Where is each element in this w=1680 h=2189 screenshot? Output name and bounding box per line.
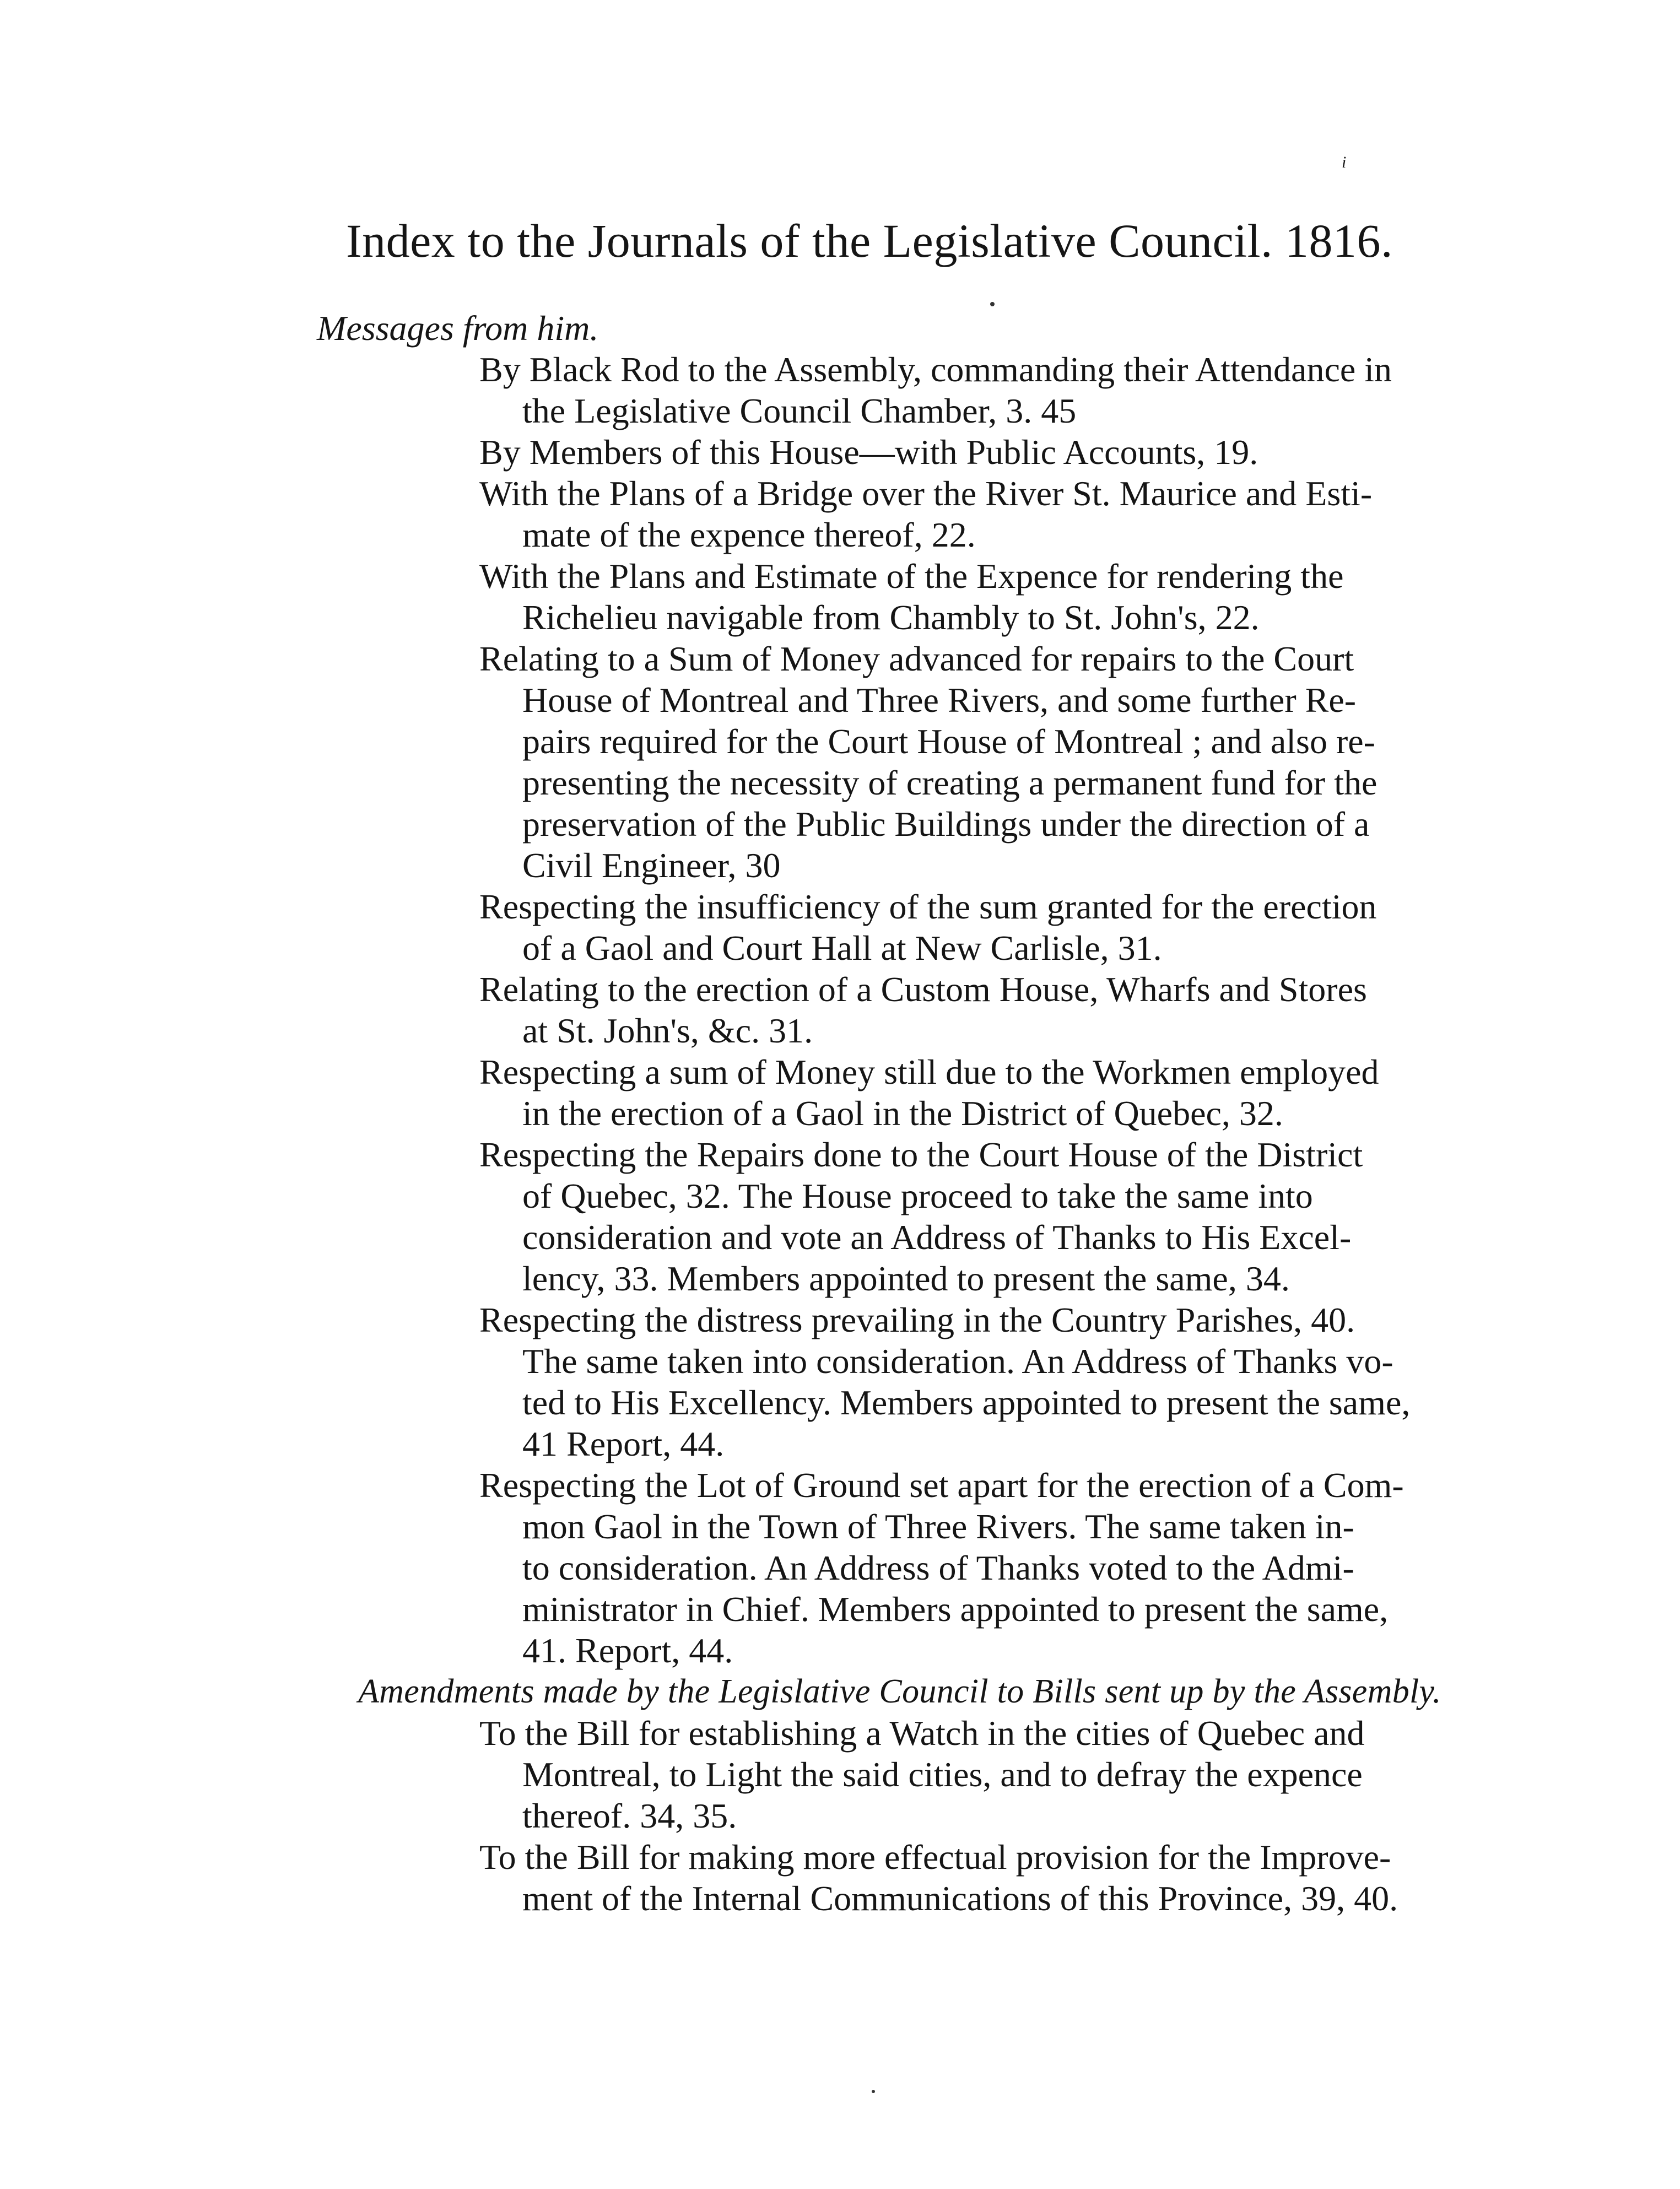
index-entry bbox=[479, 1712, 1501, 1836]
entry-line: By Members of this House—with Public Accounts, 19. bbox=[479, 433, 1258, 472]
index-entry bbox=[479, 473, 1501, 555]
entry-line: House of Montreal and Three Rivers, and some further Re- bbox=[522, 680, 1357, 720]
entry-line: pairs required for the Court House of Montreal ; and also re- bbox=[522, 722, 1375, 761]
index-entry bbox=[479, 969, 1501, 1051]
entry-line: By Black Rod to the Assembly, commanding their Attendance in bbox=[479, 350, 1392, 389]
entry-line: ted to His Excellency. Members appointed to present the same, bbox=[522, 1383, 1411, 1422]
entry-line: Relating to the erection of a Custom House, Wharfs and Stores bbox=[479, 970, 1367, 1009]
entry-line: the Legislative Council Chamber, 3. 45 bbox=[522, 391, 1077, 430]
index-entry bbox=[479, 349, 1501, 431]
entry-line: ment of the Internal Communications of this Province, 39, 40. bbox=[522, 1879, 1398, 1918]
entry-line: ministrator in Chief. Members appointed to present the same, bbox=[522, 1590, 1389, 1629]
entry-line: Respecting the insufficiency of the sum granted for the erection bbox=[479, 887, 1377, 926]
entry-line: To the Bill for making more effectual provision for the Improve- bbox=[479, 1837, 1391, 1877]
ink-speck bbox=[990, 302, 995, 306]
entry-line: in the erection of a Gaol in the District of Quebec, 32. bbox=[522, 1094, 1283, 1133]
entry-line: mate of the expence thereof, 22. bbox=[522, 515, 976, 554]
page-folio: i bbox=[1342, 153, 1347, 171]
entry-line: presenting the necessity of creating a permanent fund for the bbox=[522, 763, 1378, 802]
index-entry bbox=[479, 1464, 1501, 1671]
entry-line: 41. Report, 44. bbox=[522, 1631, 733, 1670]
index-entry bbox=[479, 1299, 1501, 1464]
entry-line: With the Plans of a Bridge over the River St. Maurice and Esti- bbox=[479, 474, 1373, 513]
section-heading-amendments: Amendments made by the Legislative Council to Bills sent up by the Assembly. bbox=[358, 1673, 1441, 1710]
entry-line: of a Gaol and Court Hall at New Carlisle, 31. bbox=[522, 928, 1162, 968]
entry-line: preservation of the Public Buildings under the direction of a bbox=[522, 804, 1370, 844]
index-entry bbox=[479, 431, 1501, 473]
entry-line: consideration and vote an Address of Thanks to His Excel- bbox=[522, 1218, 1352, 1257]
page-title: Index to the Journals of the Legislative Council. 1816. bbox=[346, 214, 1393, 267]
entries-messages bbox=[317, 349, 1501, 1671]
entry-line: mon Gaol in the Town of Three Rivers. The same taken in- bbox=[522, 1507, 1354, 1546]
entry-line: at St. John's, &c. 31. bbox=[522, 1011, 813, 1050]
entry-line: Richelieu navigable from Chambly to St. John's, 22. bbox=[522, 598, 1260, 637]
section-heading-messages: Messages from him. bbox=[317, 309, 599, 348]
index-entry bbox=[479, 1836, 1501, 1919]
index-entry bbox=[479, 1134, 1501, 1299]
entry-line: 41 Report, 44. bbox=[522, 1424, 725, 1463]
index-body bbox=[317, 307, 1501, 1919]
entry-line: To the Bill for establishing a Watch in the cities of Quebec and bbox=[479, 1714, 1365, 1753]
entry-line: With the Plans and Estimate of the Expence for rendering the bbox=[479, 556, 1344, 596]
entry-line: thereof. 34, 35. bbox=[522, 1796, 737, 1835]
entry-line: Respecting the Lot of Ground set apart for the erection of a Com- bbox=[479, 1466, 1404, 1505]
entry-line: Respecting the distress prevailing in the Country Parishes, 40. bbox=[479, 1300, 1355, 1339]
entry-line: Civil Engineer, 30 bbox=[522, 846, 781, 885]
entry-line: Respecting a sum of Money still due to the Workmen employed bbox=[479, 1052, 1379, 1091]
index-entry bbox=[479, 1051, 1501, 1134]
entry-line: Relating to a Sum of Money advanced for repairs to the Court bbox=[479, 639, 1354, 678]
entry-line: of Quebec, 32. The House proceed to take the same into bbox=[522, 1176, 1313, 1215]
entry-line: to consideration. An Address of Thanks voted to the Admi- bbox=[522, 1548, 1354, 1587]
index-entry bbox=[479, 638, 1501, 886]
index-entry bbox=[479, 555, 1501, 638]
entry-line: Montreal, to Light the said cities, and to defray the expence bbox=[522, 1755, 1363, 1794]
index-entry bbox=[479, 886, 1501, 969]
ink-speck bbox=[872, 2090, 875, 2093]
entries-amendments bbox=[317, 1712, 1501, 1919]
entry-line: lency, 33. Members appointed to present the same, 34. bbox=[522, 1259, 1290, 1298]
entry-line: The same taken into consideration. An Address of Thanks vo- bbox=[522, 1342, 1393, 1381]
entry-line: Respecting the Repairs done to the Court House of the District bbox=[479, 1135, 1363, 1174]
